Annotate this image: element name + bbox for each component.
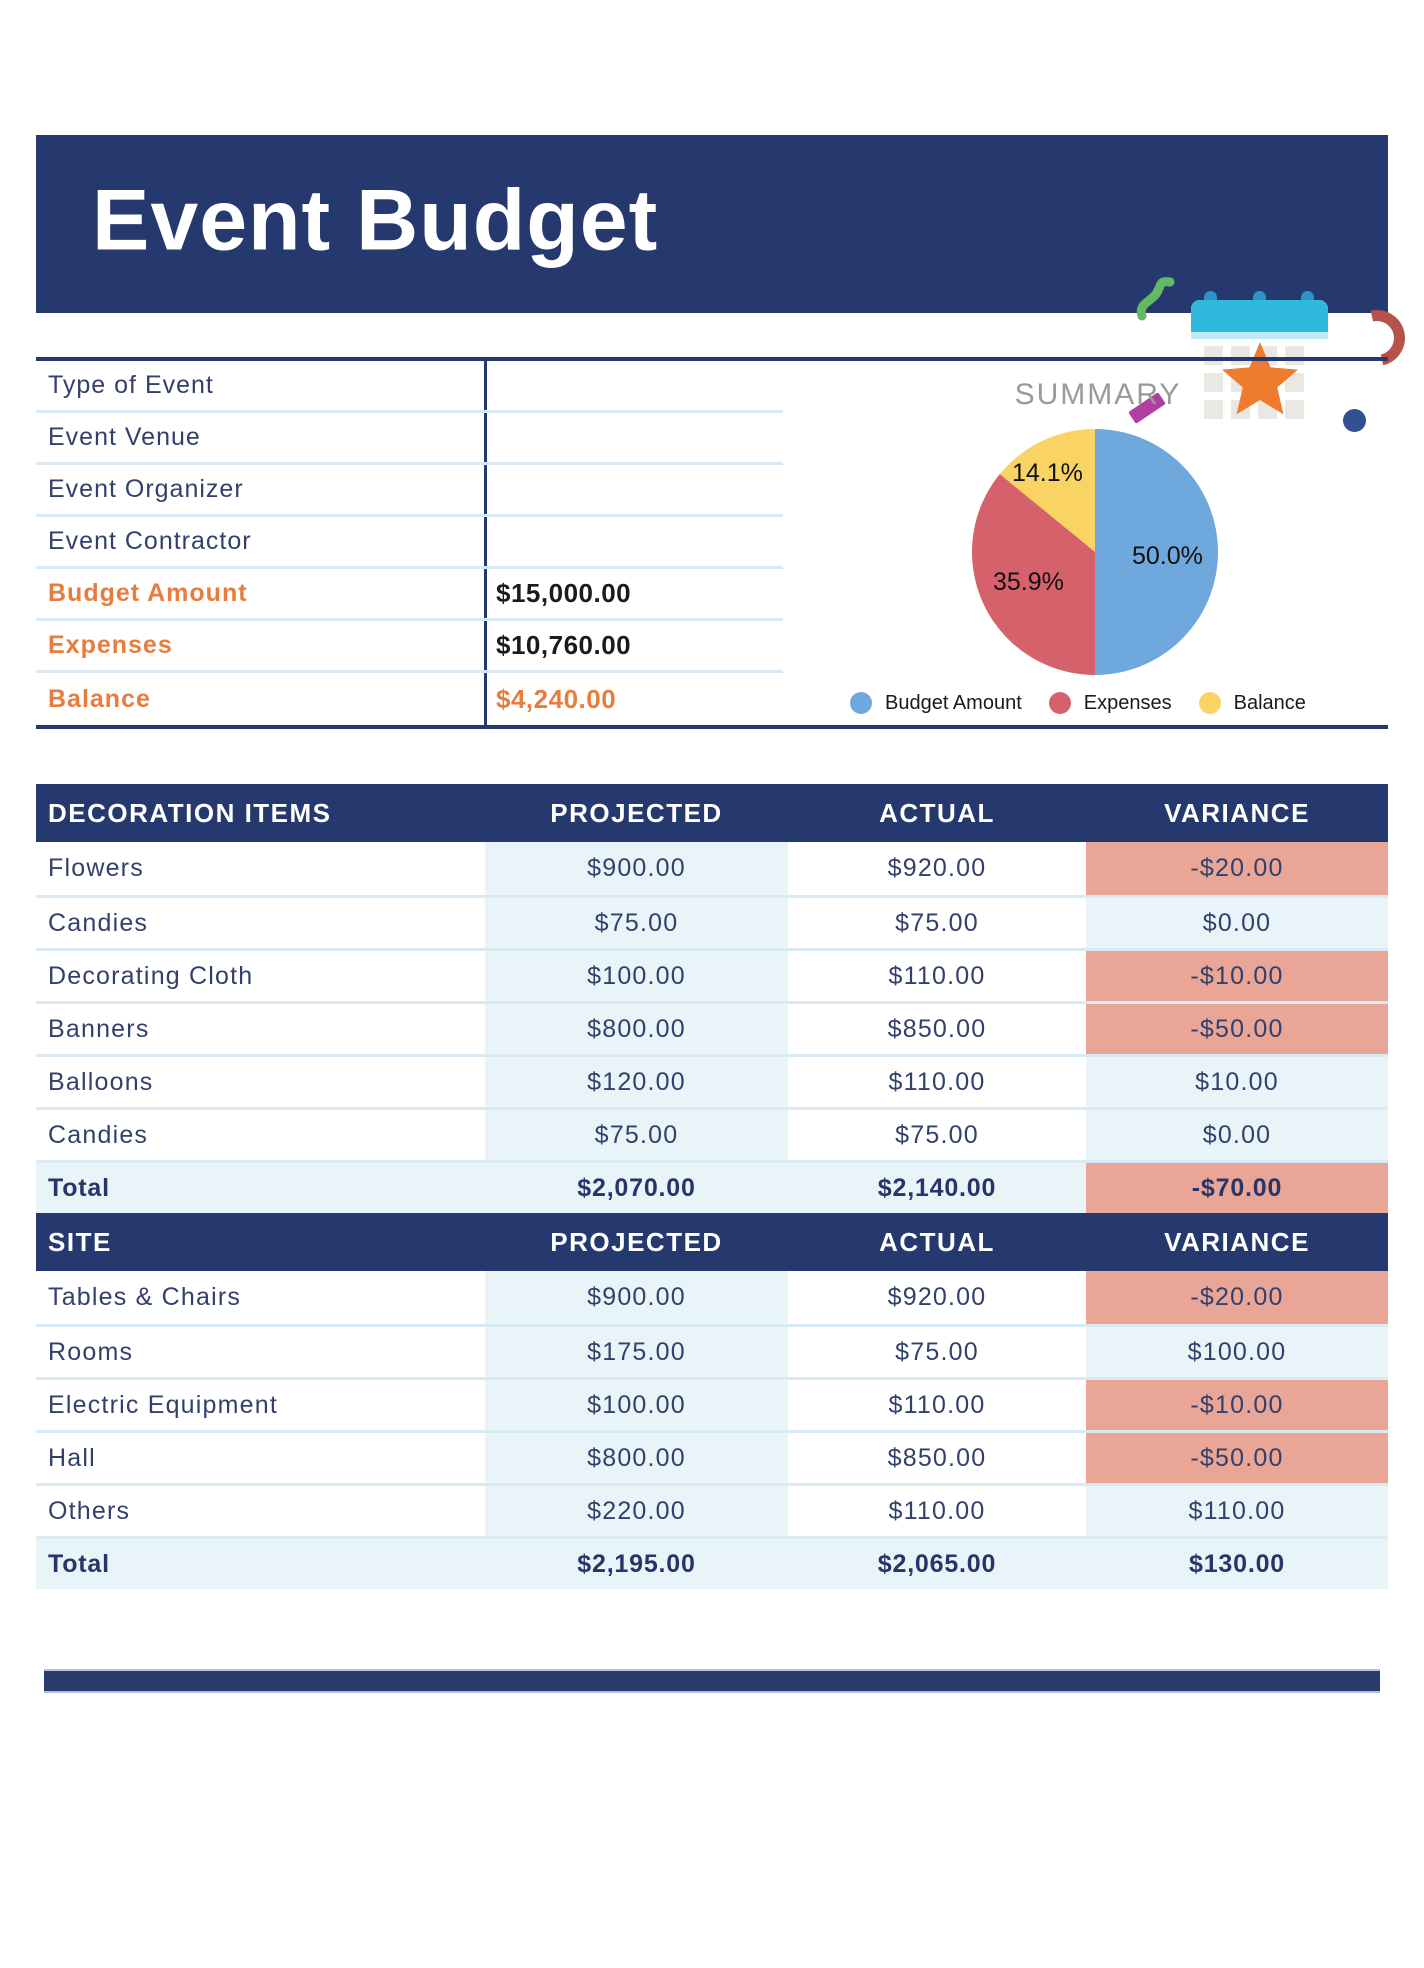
info-row: [36, 517, 783, 569]
table-header-row: [36, 1213, 1388, 1271]
info-label: Balance: [48, 684, 151, 713]
projected-cell: $220.00: [485, 1486, 788, 1536]
info-label: Budget Amount: [48, 579, 248, 607]
variance-cell: -$50.00: [1086, 1433, 1388, 1483]
star-icon: [1220, 340, 1300, 418]
projected-cell: $800.00: [485, 1004, 788, 1054]
table-row: [36, 1054, 1388, 1107]
info-row: [36, 465, 783, 517]
actual-cell: $110.00: [888, 1390, 986, 1419]
info-row: [36, 569, 783, 621]
info-bottom-rule: [36, 725, 1388, 729]
variance-cell: $0.00: [1086, 898, 1388, 948]
variance-cell: -$50.00: [1086, 1004, 1388, 1054]
projected-cell: $900.00: [485, 842, 788, 895]
projected-cell: $175.00: [485, 1327, 788, 1377]
legend-label: Expenses: [1083, 691, 1172, 714]
column-header-variance: VARIANCE: [1164, 1226, 1310, 1257]
variance-cell: $10.00: [1086, 1057, 1388, 1107]
table-row: [36, 842, 1388, 895]
row-label: Banners: [48, 1014, 150, 1043]
projected-cell: $120.00: [485, 1057, 788, 1107]
column-header-variance: VARIANCE: [1164, 797, 1310, 828]
footer-divider-bar: [44, 1669, 1380, 1693]
info-value-field[interactable]: $4,240.00: [496, 683, 617, 714]
table-row: [36, 895, 1388, 948]
projected-cell: $100.00: [485, 951, 788, 1001]
actual-cell: $110.00: [888, 1067, 986, 1096]
variance-cell: -$20.00: [1086, 842, 1388, 895]
legend-dot-icon: [1199, 692, 1221, 714]
info-label: Event Organizer: [48, 475, 244, 503]
actual-cell: $75.00: [895, 1120, 979, 1149]
row-label: Candies: [48, 1120, 149, 1149]
actual-cell: $110.00: [888, 961, 986, 990]
variance-cell: $130.00: [1086, 1539, 1388, 1589]
table-header-row: [36, 784, 1388, 842]
row-label: Decorating Cloth: [48, 961, 254, 990]
actual-cell: $2,065.00: [788, 1539, 1086, 1589]
budget-tables: [36, 784, 1388, 1589]
variance-cell: $100.00: [1086, 1327, 1388, 1377]
pie-percent-label: 35.9%: [993, 568, 1064, 596]
table-row: [36, 1001, 1388, 1054]
row-label: Balloons: [48, 1067, 154, 1096]
legend-dot-icon: [1049, 692, 1071, 714]
variance-cell: $110.00: [1086, 1486, 1388, 1536]
confetti-arc-icon: [1338, 299, 1415, 376]
info-label: Event Contractor: [48, 527, 252, 555]
info-row: [36, 621, 783, 673]
legend-item: [1199, 692, 1306, 715]
legend-label: Budget Amount: [885, 691, 1022, 714]
table-row: [36, 948, 1388, 1001]
info-label: Expenses: [48, 631, 173, 659]
info-label: Event Venue: [48, 423, 201, 451]
projected-cell: $2,070.00: [485, 1163, 788, 1213]
actual-cell: $75.00: [895, 1337, 979, 1366]
confetti-squiggle-icon: [1136, 276, 1180, 324]
row-label: Tables & Chairs: [48, 1283, 242, 1311]
actual-cell: $920.00: [887, 854, 987, 882]
table-title: SITE: [48, 1226, 112, 1257]
table-row: [36, 1324, 1388, 1377]
projected-cell: $100.00: [485, 1380, 788, 1430]
row-label: Flowers: [48, 854, 144, 882]
variance-cell: -$10.00: [1086, 951, 1388, 1001]
variance-cell: -$70.00: [1086, 1163, 1388, 1213]
info-row: [36, 673, 783, 725]
table-row: [36, 1430, 1388, 1483]
column-header-projected: PROJECTED: [550, 1226, 723, 1257]
header-banner: [36, 135, 1388, 313]
projected-cell: $75.00: [485, 898, 788, 948]
info-value-field[interactable]: $15,000.00: [496, 578, 632, 608]
table-row: [36, 1160, 1388, 1213]
row-label: Total: [36, 1539, 485, 1589]
confetti-dot-icon: [1343, 409, 1366, 432]
variance-cell: -$20.00: [1086, 1271, 1388, 1324]
table-row: [36, 1107, 1388, 1160]
column-header-actual: ACTUAL: [879, 797, 995, 828]
actual-cell: $75.00: [895, 908, 979, 937]
row-label: Hall: [48, 1443, 96, 1472]
table-row: [36, 1271, 1388, 1324]
legend-item: [1049, 692, 1172, 715]
pie-legend: [850, 690, 1306, 716]
info-row: [36, 413, 783, 465]
actual-cell: $920.00: [887, 1283, 987, 1311]
column-header-actual: ACTUAL: [879, 1226, 995, 1257]
table-row: [36, 1536, 1388, 1589]
info-row: [36, 361, 783, 413]
column-header-projected: PROJECTED: [550, 797, 723, 828]
info-value-field[interactable]: $10,760.00: [496, 630, 632, 660]
projected-cell: $800.00: [485, 1433, 788, 1483]
variance-cell: -$10.00: [1086, 1380, 1388, 1430]
variance-cell: $0.00: [1086, 1110, 1388, 1160]
row-label: Candies: [48, 908, 149, 937]
legend-item: [850, 692, 1022, 715]
actual-cell: $2,140.00: [788, 1163, 1086, 1213]
summary-title: SUMMARY: [1014, 378, 1182, 411]
row-label: Electric Equipment: [48, 1390, 279, 1419]
legend-label: Balance: [1233, 691, 1306, 714]
info-rows: [36, 361, 783, 725]
projected-cell: $900.00: [485, 1271, 788, 1324]
actual-cell: $850.00: [887, 1014, 987, 1043]
projected-cell: $75.00: [485, 1110, 788, 1160]
table-title: DECORATION ITEMS: [48, 797, 332, 828]
projected-cell: $2,195.00: [485, 1539, 788, 1589]
pie-percent-label: 14.1%: [1012, 459, 1083, 487]
legend-dot-icon: [850, 692, 872, 714]
info-label: Type of Event: [48, 371, 214, 399]
row-label: Others: [48, 1496, 131, 1525]
actual-cell: $110.00: [888, 1496, 986, 1525]
row-label: Total: [36, 1163, 485, 1213]
table-row: [36, 1377, 1388, 1430]
actual-cell: $850.00: [887, 1443, 987, 1472]
pie-percent-label: 50.0%: [1132, 542, 1203, 570]
row-label: Rooms: [48, 1337, 134, 1366]
table-row: [36, 1483, 1388, 1536]
page-title: Event Budget: [92, 172, 659, 269]
